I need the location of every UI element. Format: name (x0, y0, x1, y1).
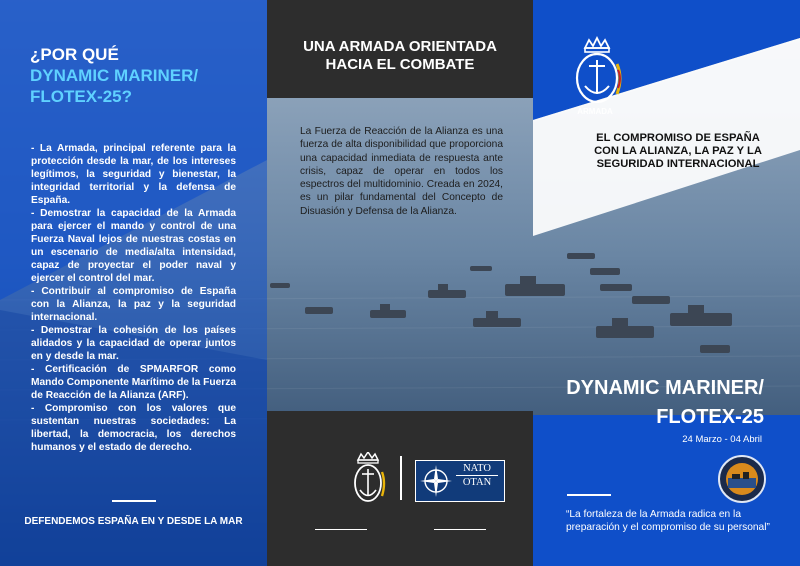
right-subtitle (571, 132, 785, 171)
exercise-dates: 24 Marzo - 04 Abril (682, 434, 762, 445)
exercise-title (548, 374, 764, 432)
exercise-patch-icon (717, 454, 767, 504)
middle-body-text: La Fuerza de Reacción de la Alianza es una fuerza de alta disponibilidad que proporciona una capacidad inmediata de respuesta ante crisis, capaz de operar en todos los espectros del multidominio. Creada en 2024, es un pilar fundamental del Concepto de Disuasión y Defensa de la Alianza. (300, 126, 503, 217)
left-heading-line1: ¿POR QUÉ (30, 45, 119, 64)
exercise-title-line1: DYNAMIC MARINER/ (566, 377, 764, 399)
right-subtitle-line3: SEGURIDAD INTERNACIONAL (596, 158, 760, 170)
otan-label: OTAN (462, 477, 492, 488)
exercise-title-line2: FLOTEX-25 (656, 406, 764, 428)
logo-divider (400, 456, 402, 500)
left-bullet-list (31, 142, 236, 454)
armada-label: ARMADA (577, 107, 613, 116)
bullet-item: - La Armada, principal referente para la protección desde la mar, de los intereses legítimos, la seguridad y bienestar, la integridad territorial y la defensa de España. (31, 143, 236, 206)
bullet-item: - Compromiso con los valores que sustentan nuestras sociedades: La libertad, la democracia, los derechos humanos y el estado de derecho. (31, 403, 236, 453)
left-divider (112, 500, 156, 502)
middle-title (267, 38, 533, 74)
middle-title-line1: UNA ARMADA ORIENTADA (303, 38, 497, 55)
bullet-item: - Demostrar la capacidad de la Armada para ejercer el mando y control de una Fuerza Naval lejos de nuestras costas en un escenario de media/alta intensidad, capaz de proyectar el poder naval y ejercer el control del mar. (31, 208, 236, 284)
left-panel (0, 0, 267, 566)
quote-divider (567, 494, 611, 496)
armada-crest-small-icon (350, 452, 386, 506)
left-footer-slogan: DEFENDEMOS ESPAÑA EN Y DESDE LA MAR (24, 516, 243, 527)
left-heading-line2: DYNAMIC MARINER/ (30, 66, 199, 85)
middle-footer-line-left (315, 529, 367, 530)
bullet-item: - Contribuir al compromiso de España con la Alianza, la paz y la seguridad internacional. (31, 286, 236, 323)
right-subtitle-line1: EL COMPROMISO DE ESPAÑA (596, 132, 760, 144)
right-subtitle-line2: CON LA ALIANZA, LA PAZ Y LA (594, 145, 762, 157)
nato-label: NATO (463, 463, 491, 474)
nato-rule (456, 475, 498, 476)
right-top-graphic (533, 0, 800, 260)
bullet-item: - Certificación de SPMARFOR como Mando Componente Marítimo de la Fuerza de Reacción de la Alianza (ARF). (31, 364, 236, 401)
middle-title-line2: HACIA EL COMBATE (325, 56, 475, 73)
left-heading-line3: FLOTEX-25? (30, 87, 133, 106)
nato-compass-icon (418, 462, 454, 500)
bullet-item: - Demostrar la cohesión de los países alidados y la capacidad de operar juntos en y desde la mar. (31, 325, 236, 362)
middle-footer-line-right (434, 529, 486, 530)
left-heading (30, 44, 198, 107)
right-quote: “La fortaleza de la Armada radica en la preparación y el compromiso de su personal” (566, 509, 770, 533)
